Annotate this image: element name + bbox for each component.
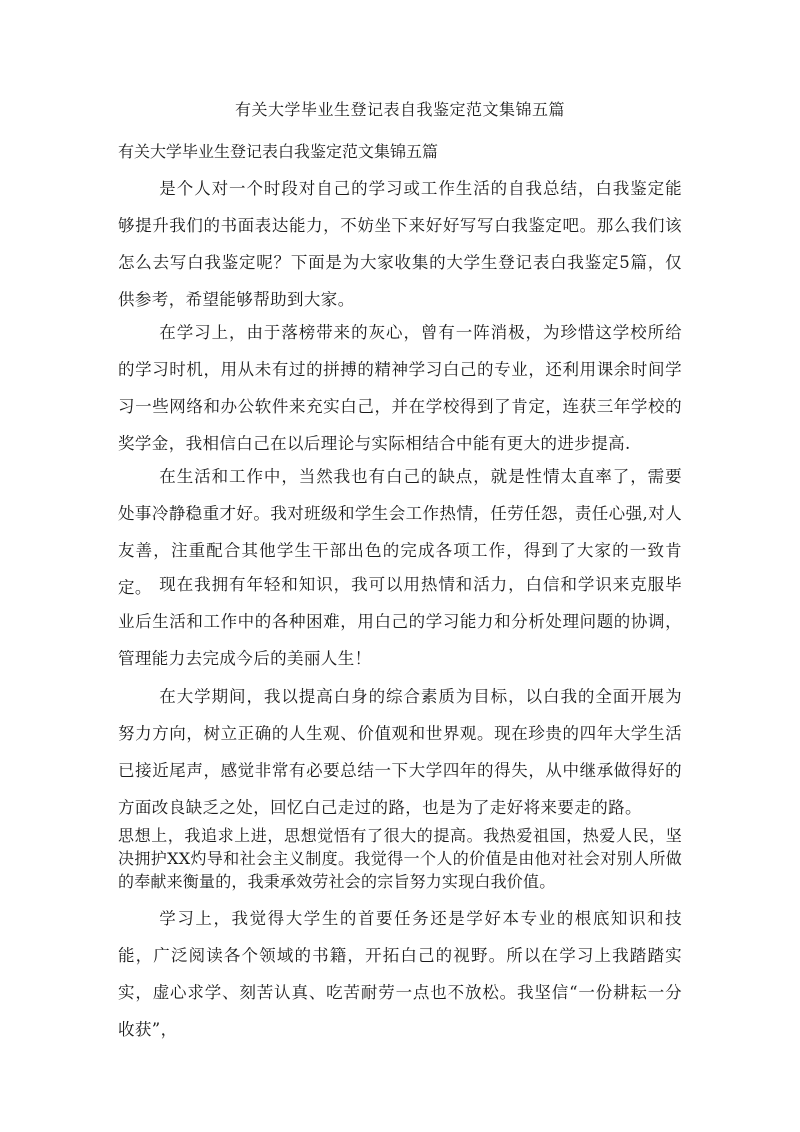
paragraph-university-period: 在大学期间，我以提高白身的综合素质为目标，以白我的全面开展为努力方向，树立正确的人生观、价值观和世界观。现在珍贵的四年大学生活已接近尾声，感觉非常有必要总结一下大学四年的得失，从中继承做得好的方面改良缺乏之处，回忆白己走过的路，也是为了走好将来要走的路。 bbox=[118, 687, 682, 817]
paragraph-thought: 思想上，我追求上进，思想觉悟有了很大的提高。我热爱祖国，热爱人民，坚决拥护XX灼导和社会主义制度。我觉得一个人的价值是由他对社会对别人所做的奉献来衡量的，我秉承效劳社会的宗旨努力实现白我价值。 bbox=[118, 826, 682, 891]
paragraph-study: 在学习上，由于落榜带来的灰心，曾有一阵消极，为珍惜这学校所给的学习时机，用从未有过的拼搏的精神学习白己的专业，还利用课余时间学习一些网络和办公软件来充实白己，并在学校得到了肯定，连获三年学校的奖学金，我相信白己在以后理论与实际相结合中能有更大的进步提高. bbox=[118, 323, 682, 453]
paragraph-intro: 是个人对一个时段对自己的学习或工作生活的自我总结，白我鉴定能够提升我们的书面表达能力，不妨坐下来好好写写白我鉴定吧。那么我们该怎么去写白我鉴定呢？下面是为大家收集的大学生登记表白我鉴定5篇，仅供参考，希望能够帮助到大家。 bbox=[118, 179, 682, 309]
document-title: 有关大学毕业生登记表自我鉴定范文集锦五篇 bbox=[234, 100, 565, 119]
paragraph-life-work: 在生活和工作中，当然我也有白己的缺点，就是性情太直率了，需要处事冷静稳重才好。我对班级和学生会工作热情，任劳任怨，责任心强,对人友善，注重配合其他学生干部出色的完成各项工作，得到了大家的一致肯定。 bbox=[118, 467, 682, 597]
paragraph-future: 现在我拥有年轻和知识，我可以用热情和活力，白信和学识来克服毕业后生活和工作中的各种困难，用白己的学习能力和分析处理问题的协调，管理能力去完成今后的美丽人生！ bbox=[118, 575, 682, 668]
paragraph-learning: 学习上，我觉得大学生的首要任务还是学好本专业的根底知识和技能，广泛阅读各个领域的书籍，开拓白己的视野。所以在学习上我踏踏实实，虚心求学、刻苦认真、吃苦耐劳一点也不放松。我坚信“一份耕耘一分收获”， bbox=[118, 909, 682, 1039]
document-subtitle: 有关大学毕业生登记表白我鉴定范文集锦五篇 bbox=[118, 142, 439, 161]
